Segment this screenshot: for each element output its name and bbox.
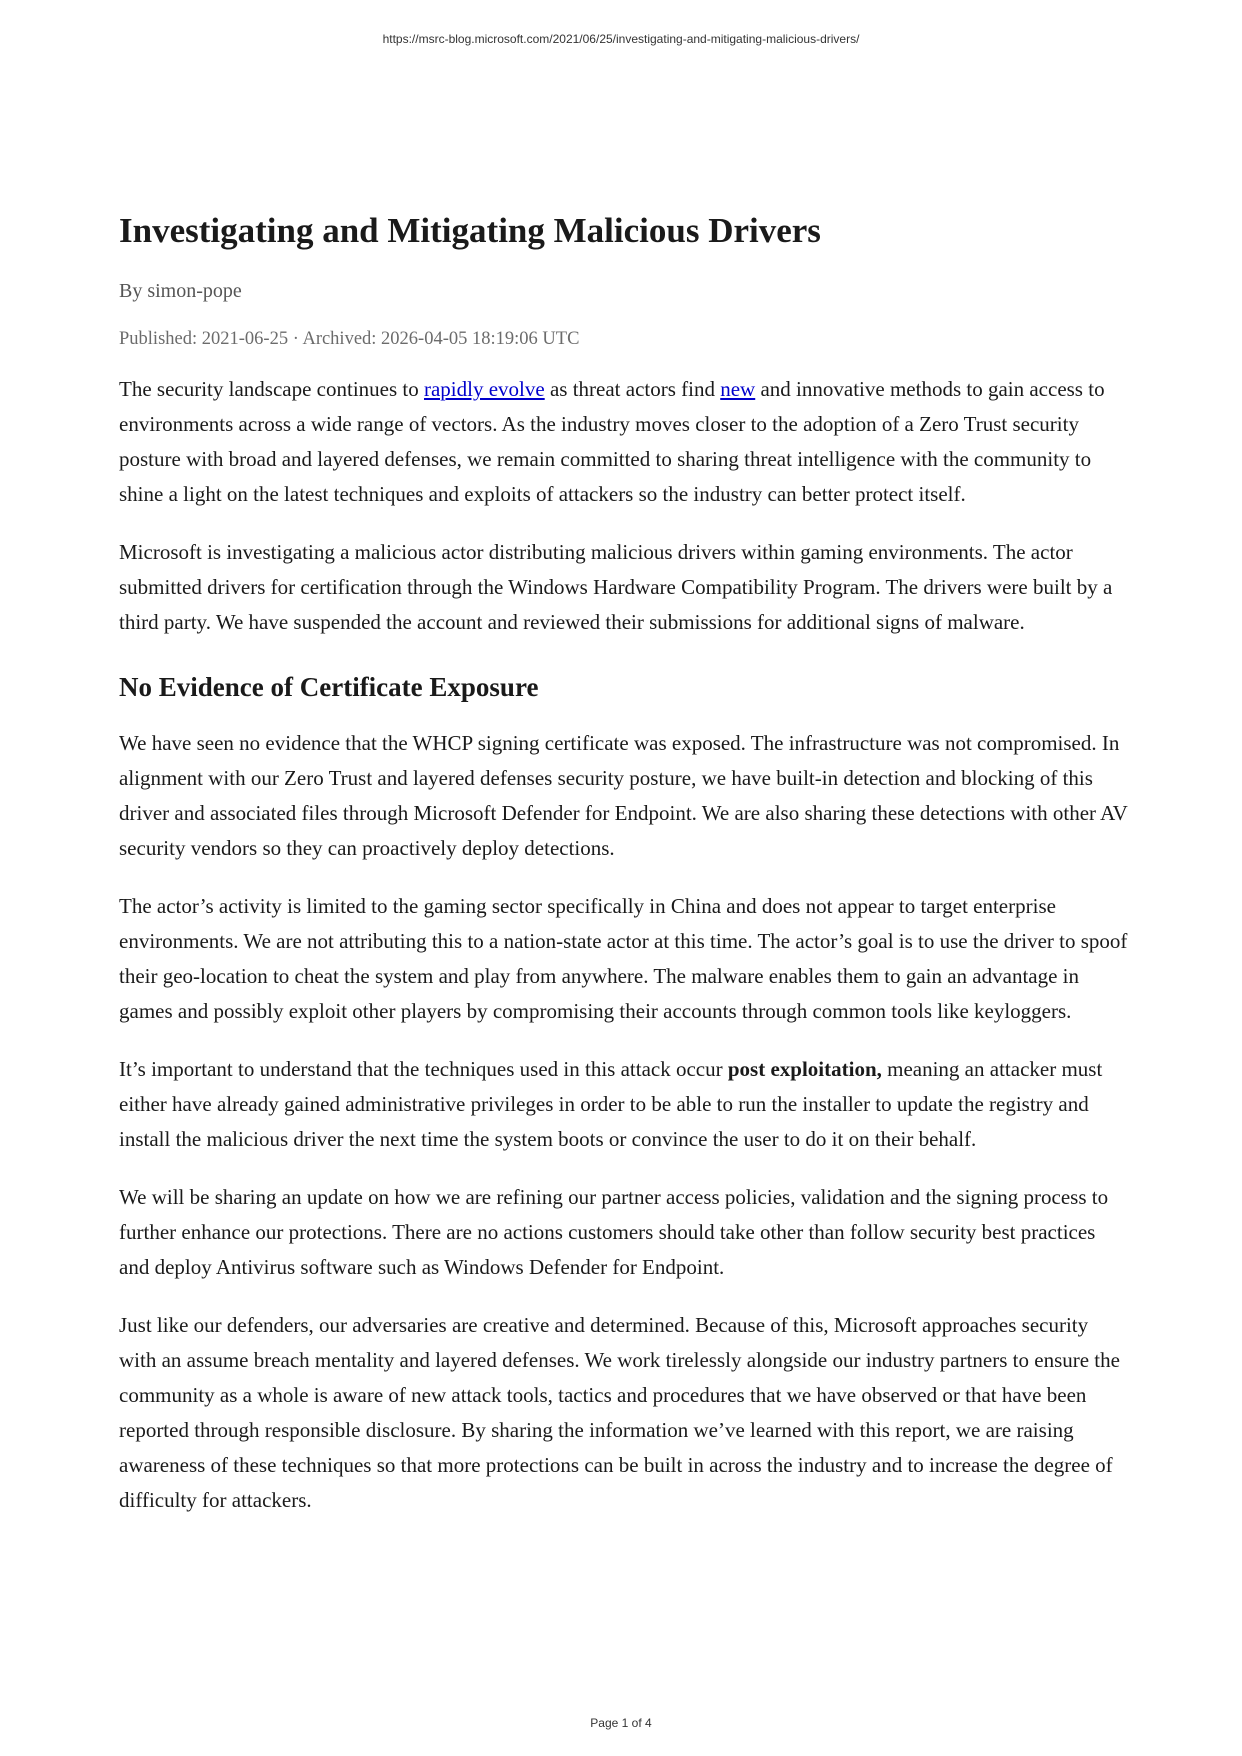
article-body	[119, 372, 1129, 1518]
paragraph-defenders: Just like our defenders, our adversaries are creative and determined. Because of this, Microsoft approaches security with an assume breach mentality and layered defenses. We work tirelessly alongside our industry partners to ensure the community as a whole is aware of new attack tools, tactics and procedures that we have observed or that have been reported through responsible disclosure. By sharing the information we’ve learned with this report, we are raising awareness of these techniques so that more protections can be built in across the industry and to increase the degree of difficulty for attackers.	[119, 1313, 1120, 1512]
article	[119, 210, 1129, 1541]
bold-post-exploitation: post exploitation,	[727, 1057, 882, 1081]
paragraph-no-exposure: We have seen no evidence that the WHCP signing certificate was exposed. The infrastructure was not compromised. In alignment with our Zero Trust and layered defenses security posture, we have built-in detection and blocking of this driver and associated files through Microsoft Defender for Endpoint. We are also sharing these detections with other AV security vendors so they can proactively deploy detections.	[119, 731, 1128, 860]
page-url-header: https://msrc-blog.microsoft.com/2021/06/25/investigating-and-mitigating-malicious-drivers/	[382, 32, 860, 46]
article-byline: By simon-pope	[119, 280, 242, 302]
paragraph-intro	[119, 372, 1129, 512]
paragraph-text: as threat actors find	[544, 377, 721, 401]
link-new[interactable]: new	[720, 377, 756, 401]
paragraph-text: and innovative methods to gain access to environments across a wide range of vectors. As the industry moves closer to the adoption of a Zero Trust security posture with broad and layered defenses, we remain committed to sharing threat intelligence with the community to shine a light on the latest techniques and exploits of attackers so the industry can better protect itself.	[119, 377, 1105, 506]
article-meta: Published: 2021-06-25 · Archived: 2026-04-05 18:19:06 UTC	[119, 329, 580, 349]
article-title: Investigating and Mitigating Malicious Drivers	[119, 211, 821, 250]
paragraph-text: meaning an attacker must either have already gained administrative privileges in order to be able to run the installer to update the registry and install the malicious driver the next time the system boots or convince the user to do it on their behalf.	[119, 1057, 1103, 1151]
section-heading: No Evidence of Certificate Exposure	[119, 672, 539, 702]
paragraph-post-exploitation	[119, 1052, 1129, 1157]
page-number-footer: Page 1 of 4	[590, 1716, 652, 1730]
paragraph-actor-activity: The actor’s activity is limited to the gaming sector specifically in China and does not appear to target enterprise environments. We are not attributing this to a nation-state actor at this time. The actor’s goal is to use the driver to spoof their geo-location to cheat the system and play from anywhere. The malware enables them to gain an advantage in games and possibly exploit other players by compromising their accounts through common tools like keyloggers.	[119, 894, 1128, 1023]
paragraph-text: It’s important to understand that the techniques used in this attack occur	[119, 1057, 728, 1081]
paragraph-investigation: Microsoft is investigating a malicious actor distributing malicious drivers within gaming environments. The actor submitted drivers for certification through the Windows Hardware Compatibility Program. The drivers were built by a third party. We have suspended the account and reviewed their submissions for additional signs of malware.	[119, 540, 1113, 634]
link-rapidly-evolve[interactable]: rapidly evolve	[423, 377, 545, 401]
paragraph-text: The security landscape continues to	[119, 377, 424, 401]
paragraph-update: We will be sharing an update on how we are refining our partner access policies, validation and the signing process to further enhance our protections. There are no actions customers should take other than follow security best practices and deploy Antivirus software such as Windows Defender for Endpoint.	[119, 1185, 1109, 1279]
